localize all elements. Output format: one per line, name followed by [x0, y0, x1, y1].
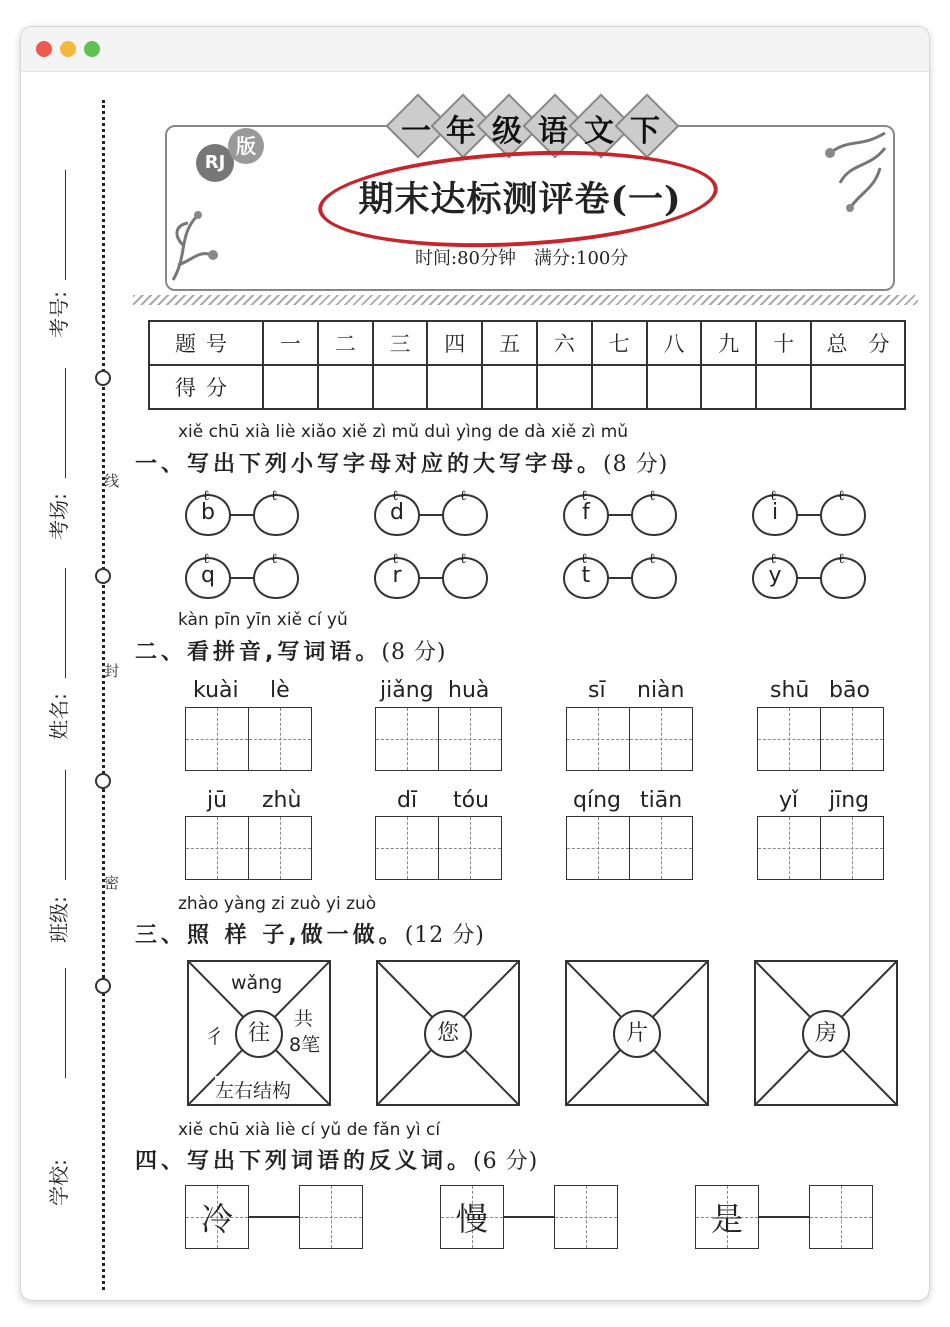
example-structure: 左右结构	[215, 1076, 291, 1103]
lowercase-letter: i	[771, 500, 779, 525]
antonym-answer-cell[interactable]	[554, 1185, 618, 1249]
word-pinyin-syllable: jū	[207, 788, 228, 813]
pair-connector	[229, 577, 253, 579]
example-strokes-label: 共	[294, 1004, 313, 1031]
character-box[interactable]	[565, 960, 709, 1106]
banner-char: 语	[538, 114, 568, 149]
time-score-info: 时间:80分钟 满分:100分	[415, 248, 629, 269]
q4-title-text: 四、写出下列词语的反义词。	[135, 1149, 474, 1174]
seal-char-mi: 密	[104, 874, 120, 892]
score-col-header: 八	[647, 321, 702, 365]
apple-icon: ℓ t	[563, 557, 609, 599]
answer-apple[interactable]: ℓ	[253, 494, 299, 536]
pair-connector	[229, 514, 253, 516]
writing-grid-cell[interactable]	[375, 816, 439, 880]
score-col-header: 一	[263, 321, 318, 365]
school-line	[65, 968, 66, 1078]
apple-icon: ℓ r	[374, 557, 420, 599]
answer-apple[interactable]: ℓ	[253, 557, 299, 599]
binding-hole	[95, 370, 111, 386]
exam-no-line	[65, 170, 66, 280]
center-character: 您	[424, 1010, 472, 1058]
writing-grid-cell[interactable]	[185, 707, 249, 771]
word-pinyin-syllable: kuài	[193, 678, 239, 703]
antonym-answer-cell[interactable]	[299, 1185, 363, 1249]
word-pinyin-syllable: niàn	[637, 678, 685, 703]
total-score-header: 总 分	[811, 321, 905, 365]
score-col-header: 九	[701, 321, 756, 365]
writing-grid-cell[interactable]	[438, 816, 502, 880]
lowercase-letter: t	[581, 563, 591, 588]
exam-room-line	[65, 368, 66, 478]
word-pinyin-syllable: sī	[588, 678, 606, 703]
pair-connector	[504, 1216, 554, 1218]
q4-title	[135, 1144, 538, 1175]
writing-grid-cell[interactable]	[248, 707, 312, 771]
binding-hole	[95, 978, 111, 994]
writing-grid-cell[interactable]	[820, 707, 884, 771]
apple-icon: ℓ b	[185, 494, 231, 536]
score-col-header: 五	[482, 321, 537, 365]
q2-score: (8 分)	[381, 640, 447, 665]
score-col-header: 十	[756, 321, 811, 365]
q3-title-text: 三、照 样 子,做一做。	[135, 923, 405, 948]
exam-no-label: 考号:	[46, 291, 71, 338]
pair-connector	[759, 1216, 809, 1218]
character-box[interactable]	[754, 960, 898, 1106]
example-character: 往	[235, 1010, 283, 1058]
q3-score: (12 分)	[404, 923, 485, 948]
lowercase-letter: f	[582, 500, 590, 525]
table-row	[149, 365, 905, 409]
writing-grid-cell[interactable]	[438, 707, 502, 771]
writing-grid-cell[interactable]	[566, 707, 630, 771]
apple-icon: ℓ d	[374, 494, 420, 536]
banner-char: 年	[446, 114, 476, 149]
answer-apple[interactable]: ℓ	[631, 494, 677, 536]
pair-connector	[796, 514, 820, 516]
writing-grid-cell[interactable]	[629, 707, 693, 771]
lowercase-letter: b	[201, 500, 215, 525]
answer-apple[interactable]: ℓ	[820, 557, 866, 599]
header-divider	[133, 295, 918, 305]
example-pinyin: wǎng	[231, 972, 283, 994]
exam-room-label: 考场:	[46, 493, 71, 540]
antonym-answer-cell[interactable]	[809, 1185, 873, 1249]
word-pinyin-syllable: tóu	[453, 788, 490, 813]
pair-connector	[607, 514, 631, 516]
word-pinyin-syllable: zhù	[262, 788, 302, 813]
exam-title: 期末达标测评卷(一)	[358, 179, 682, 220]
score-cell[interactable]	[811, 365, 905, 409]
writing-grid-cell[interactable]	[820, 816, 884, 880]
binding-hole	[95, 773, 111, 789]
lowercase-letter: y	[768, 563, 782, 588]
example-strokes: 8笔	[289, 1030, 320, 1057]
word-pinyin-syllable: shū	[770, 678, 810, 703]
apple-icon: ℓ y	[752, 557, 798, 599]
apple-icon: ℓ i	[752, 494, 798, 536]
word-pinyin-syllable: lè	[270, 678, 290, 703]
close-window-button[interactable]	[36, 41, 52, 57]
class-line	[65, 770, 66, 880]
banner-char: 一	[401, 114, 431, 149]
apple-icon: ℓ q	[185, 557, 231, 599]
writing-grid-cell[interactable]	[375, 707, 439, 771]
given-word-cell	[185, 1185, 249, 1249]
q2-pinyin: kàn pīn yīn xiě cí yǔ	[178, 610, 348, 630]
score-cell[interactable]	[592, 365, 647, 409]
lowercase-letter: q	[201, 563, 215, 588]
q3-title	[135, 918, 485, 949]
q3-pinyin: zhào yàng zi zuò yi zuò	[178, 894, 377, 914]
character-box[interactable]	[376, 960, 520, 1106]
given-word-cell	[695, 1185, 759, 1249]
score-cell[interactable]	[537, 365, 592, 409]
score-cell[interactable]	[482, 365, 537, 409]
given-word-cell	[440, 1185, 504, 1249]
class-label: 班级:	[46, 896, 71, 943]
window-titlebar	[21, 27, 929, 72]
pair-connector	[796, 577, 820, 579]
word-pinyin-syllable: jiǎng	[380, 678, 434, 703]
lowercase-letter: d	[390, 500, 404, 525]
score-cell[interactable]	[263, 365, 318, 409]
banner-char: 下	[630, 114, 660, 149]
writing-grid-cell[interactable]	[248, 816, 312, 880]
q2-title	[135, 635, 447, 666]
name-label: 姓名:	[46, 693, 71, 740]
center-character: 片	[613, 1010, 661, 1058]
given-word: 是	[710, 1200, 743, 1238]
score-cell[interactable]	[647, 365, 702, 409]
writing-grid-cell[interactable]	[757, 816, 821, 880]
name-line	[65, 568, 66, 678]
word-pinyin-syllable: huà	[448, 678, 490, 703]
floral-ornament-right	[790, 128, 890, 218]
lowercase-letter: r	[392, 563, 402, 588]
score-col-header: 四	[427, 321, 482, 365]
edition-badge-ban: 版	[228, 128, 264, 164]
answer-apple[interactable]: ℓ	[820, 494, 866, 536]
answer-apple[interactable]: ℓ	[442, 494, 488, 536]
word-pinyin-syllable: tiān	[640, 788, 683, 813]
apple-icon: ℓ f	[563, 494, 609, 536]
minimize-window-button[interactable]	[60, 41, 76, 57]
writing-grid-cell[interactable]	[629, 816, 693, 880]
banner-char: 级	[492, 114, 522, 149]
question-number-header: 题号	[149, 321, 263, 365]
score-col-header: 六	[537, 321, 592, 365]
score-row-header: 得分	[149, 365, 263, 409]
writing-grid-cell[interactable]	[757, 707, 821, 771]
school-label: 学校:	[46, 1159, 71, 1206]
answer-apple[interactable]: ℓ	[442, 557, 488, 599]
q1-score: (8 分)	[603, 452, 669, 477]
pair-connector	[418, 514, 442, 516]
q1-pinyin: xiě chū xià liè xiǎo xiě zì mǔ duì yìng de dà xiě zì mǔ	[178, 422, 629, 442]
maximize-window-button[interactable]	[84, 41, 100, 57]
center-character: 房	[802, 1010, 850, 1058]
q2-title-text: 二、看拼音,写词语。	[135, 640, 382, 665]
q1-title-text: 一、写出下列小写字母对应的大写字母。	[135, 452, 604, 477]
word-pinyin-syllable: bāo	[829, 678, 870, 703]
score-col-header: 三	[373, 321, 428, 365]
word-pinyin-syllable: dī	[397, 788, 418, 813]
binding-hole	[95, 568, 111, 584]
seal-char-xian: 线	[104, 472, 120, 490]
seal-char-feng: 封	[104, 662, 120, 680]
floral-ornament-left	[168, 195, 248, 285]
score-cell[interactable]	[701, 365, 756, 409]
banner-char: 文	[584, 114, 614, 149]
pair-connector	[418, 577, 442, 579]
writing-grid-cell[interactable]	[185, 816, 249, 880]
writing-grid-cell[interactable]	[566, 816, 630, 880]
binding-dotted-line	[102, 100, 105, 1290]
edition-badge: RJ	[196, 144, 234, 182]
q4-pinyin: xiě chū xià liè cí yǔ de fǎn yì cí	[178, 1120, 441, 1140]
answer-apple[interactable]: ℓ	[631, 557, 677, 599]
score-cell[interactable]	[318, 365, 373, 409]
word-pinyin-syllable: yǐ	[779, 788, 799, 813]
score-cell[interactable]	[373, 365, 428, 409]
score-col-header: 二	[318, 321, 373, 365]
given-word: 慢	[455, 1200, 488, 1238]
score-col-header: 七	[592, 321, 647, 365]
score-table	[148, 320, 906, 410]
given-word: 冷	[200, 1200, 233, 1238]
pair-connector	[249, 1216, 299, 1218]
word-pinyin-syllable: jīng	[829, 788, 870, 813]
pair-connector	[607, 577, 631, 579]
score-cell[interactable]	[756, 365, 811, 409]
table-row	[149, 321, 905, 365]
score-cell[interactable]	[427, 365, 482, 409]
q1-title	[135, 447, 668, 478]
q4-score: (6 分)	[473, 1149, 539, 1174]
example-radical: 彳	[205, 1022, 224, 1049]
example-character-box	[187, 960, 331, 1106]
word-pinyin-syllable: qíng	[573, 788, 621, 813]
